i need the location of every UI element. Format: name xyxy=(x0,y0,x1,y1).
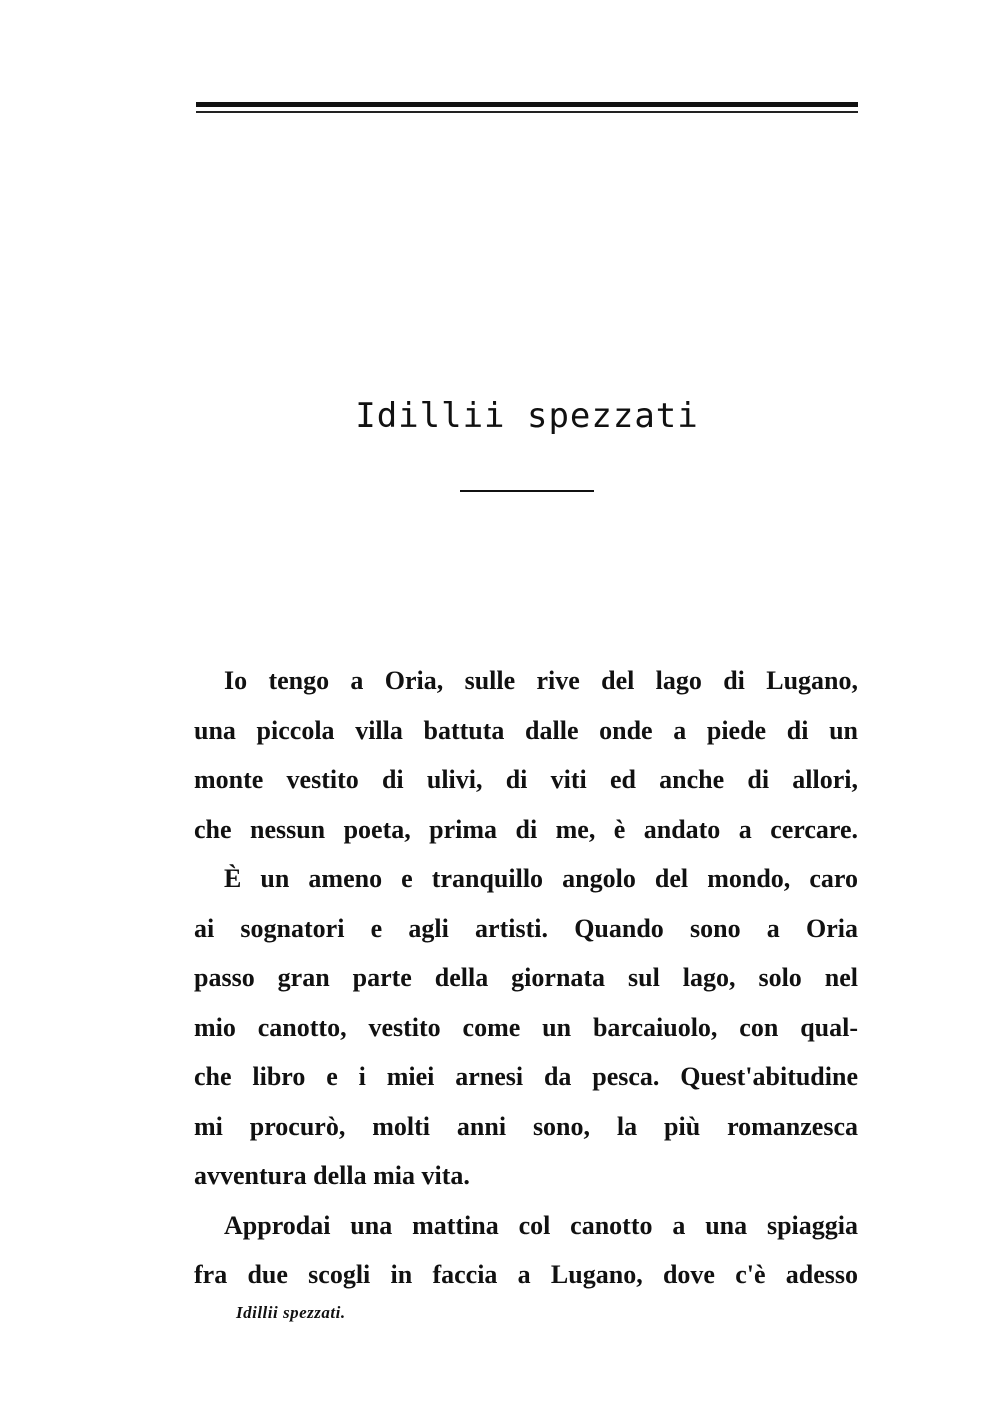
text-line: È un ameno e tranquillo angolo del mondo, caro xyxy=(224,864,858,893)
chapter-title: Idillii spezzati xyxy=(355,396,699,436)
text-line: mio canotto, vestito come un barcaiuolo, con qual- xyxy=(194,1012,858,1042)
text-line: passo gran parte della giornata sul lago, solo nel xyxy=(194,963,858,992)
text-line: che nessun poeta, prima di me, è andato a cercare. xyxy=(194,814,858,844)
body-text xyxy=(194,656,858,1300)
text-line: che libro e i miei arnesi da pesca. Quest'abitudine xyxy=(194,1062,858,1091)
text-line: una piccola villa battuta dalle onde a piede di un xyxy=(194,715,858,745)
text-line: mi procurò, molti anni sono, la più romanzesca xyxy=(194,1111,858,1141)
text-line: Io tengo a Oria, sulle rive del lago di Lugano, xyxy=(224,666,858,695)
text-line: avventura della mia vita. xyxy=(194,1161,470,1190)
text-line: fra due scogli in faccia a Lugano, dove c'è adesso xyxy=(194,1260,858,1289)
text-line: monte vestito di ulivi, di viti ed anche di allori, xyxy=(194,765,858,794)
title-underline-rule xyxy=(460,490,594,492)
text-line: Approdai una mattina col canotto a una spiaggia xyxy=(224,1210,858,1240)
top-double-rule-thick xyxy=(196,102,858,107)
text-line: ai sognatori e agli artisti. Quando sono a Oria xyxy=(194,913,858,943)
top-double-rule-thin xyxy=(196,111,858,113)
signature-mark: Idillii spezzati. xyxy=(236,1303,346,1322)
